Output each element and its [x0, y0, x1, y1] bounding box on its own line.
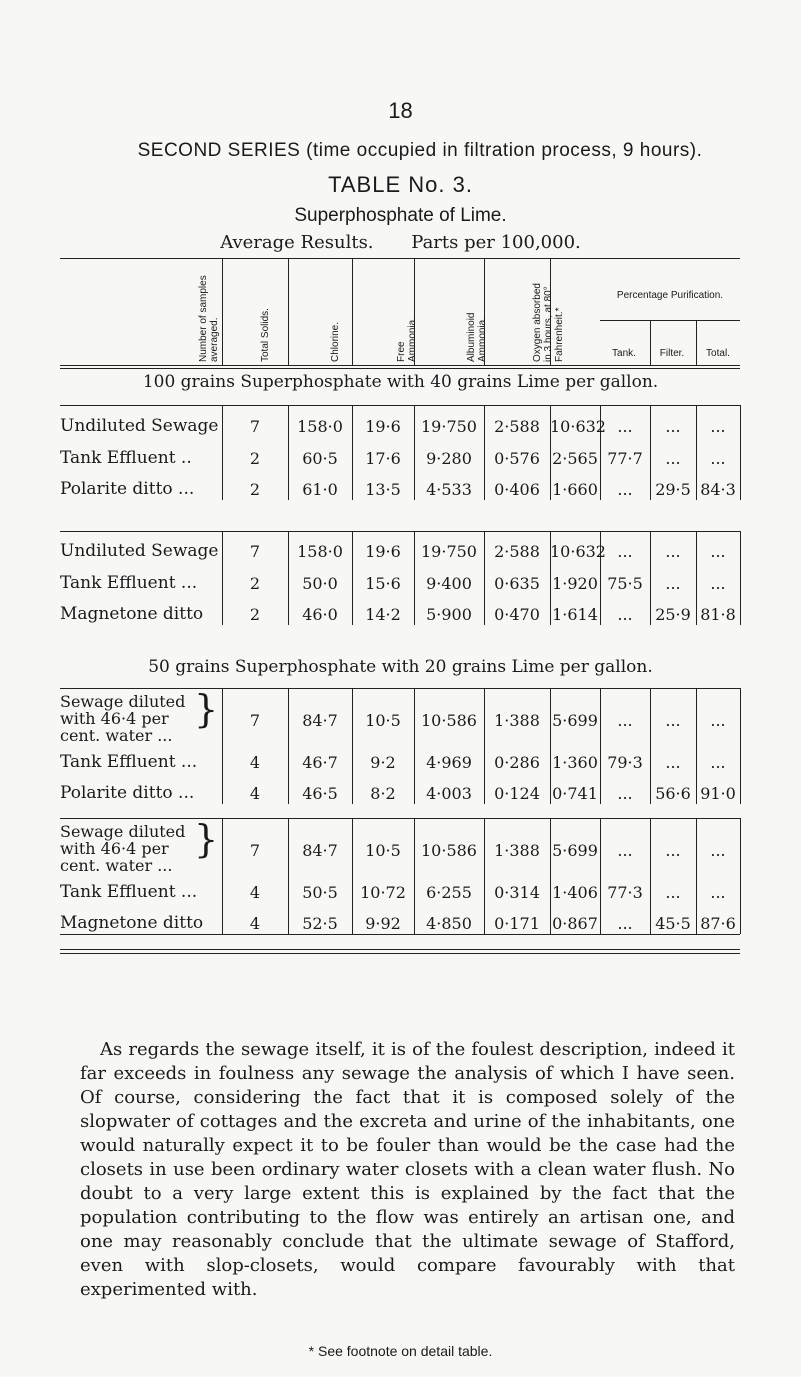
table-cell: ...: [617, 542, 633, 561]
section-title: 50 grains Superphosphate with 20 grains Lime per gallon.: [148, 657, 653, 677]
row-label: Tank Effluent ..: [60, 448, 192, 468]
table-cell: 4·003: [426, 784, 472, 803]
table-cell: 50·0: [302, 574, 338, 593]
table-cell: ...: [617, 711, 633, 730]
header-percentage: Percentage Purification.: [616, 290, 724, 301]
table-cell: 4·533: [426, 480, 472, 499]
table-cell: 4: [249, 753, 261, 772]
header-samples: Number of samples averaged.: [198, 275, 220, 362]
footnote: * See footnote on detail table.: [308, 1343, 493, 1359]
table-cell: ...: [710, 711, 726, 730]
table-cell: 87·6: [700, 914, 736, 933]
table-cell: 77·7: [607, 449, 643, 468]
group-top-rule: [60, 818, 740, 819]
row-label: Tank Effluent ...: [60, 573, 198, 593]
section-title: 100 grains Superphosphate with 40 grains Lime per gallon.: [142, 372, 659, 392]
table-cell: 14·2: [365, 605, 401, 624]
table-cell: 1·660: [552, 480, 598, 499]
group-bottom-rule: [60, 934, 740, 935]
table-cell: ...: [710, 417, 726, 436]
table-cell: 17·6: [365, 449, 401, 468]
row-label: Sewage diluted with 46·4 per cent. water ...: [60, 692, 186, 745]
table-cell: 1·388: [494, 841, 540, 860]
table-cell: ...: [710, 883, 726, 902]
table-cell: 2·588: [494, 542, 540, 561]
header-bottom-rule-2: [60, 368, 740, 369]
commentary-paragraph: [80, 1038, 735, 1302]
table-cell: ...: [710, 753, 726, 772]
table-cell: ...: [665, 417, 681, 436]
row-label: Magnetone ditto: [60, 913, 204, 933]
table-cell: ...: [710, 542, 726, 561]
table-cell: 60·5: [302, 449, 338, 468]
table-cell: ...: [710, 449, 726, 468]
header-filter: Filter.: [659, 348, 685, 359]
row-label: Polarite ditto ...: [60, 783, 195, 803]
table-cell: 1·406: [552, 883, 598, 902]
table-cell: 29·5: [655, 480, 691, 499]
table-number: TABLE No. 3.: [328, 172, 473, 197]
table-cell: 0·314: [494, 883, 540, 902]
header-chlorine: Chlorine.: [330, 321, 341, 362]
table-cell: 19·750: [421, 417, 477, 436]
header-column-rule: [222, 258, 223, 365]
table-cell: 75·5: [607, 574, 643, 593]
table-cell: 0·406: [494, 480, 540, 499]
table-cell: 2: [249, 449, 261, 468]
table-bottom-rule: [60, 949, 740, 950]
header-column-rule: [288, 258, 289, 365]
table-cell: 2: [249, 605, 261, 624]
table-cell: ...: [617, 914, 633, 933]
table-bottom-rule-2: [60, 953, 740, 954]
brace-symbol: }: [194, 687, 219, 731]
table-cell: 10·632: [550, 417, 606, 436]
table-cell: 158·0: [297, 542, 343, 561]
series-title: SECOND SERIES (time occupied in filtration process, 9 hours).: [137, 140, 703, 161]
table-cell: ...: [617, 605, 633, 624]
table-cell: 46·5: [302, 784, 338, 803]
header-oxygen-absorbed: Oxygen absorbed in 3 hours, at 80° Fahrenheit.*: [532, 283, 565, 362]
header-total-solids: Total Solids.: [260, 308, 271, 362]
table-cell: 4: [249, 784, 261, 803]
page-number: 18: [388, 98, 413, 123]
table-cell: 10·5: [365, 711, 401, 730]
table-cell: 10·5: [365, 841, 401, 860]
table-cell: ...: [617, 841, 633, 860]
table-cell: ...: [710, 574, 726, 593]
table-cell: 46·7: [302, 753, 338, 772]
table-cell: 1·360: [552, 753, 598, 772]
table-cell: 25·9: [655, 605, 691, 624]
table-cell: 0·470: [494, 605, 540, 624]
table-cell: ...: [665, 841, 681, 860]
column-rule: [740, 531, 741, 625]
table-cell: 2·588: [494, 417, 540, 436]
table-cell: 10·586: [421, 711, 477, 730]
table-cell: 4·850: [426, 914, 472, 933]
column-rule: [740, 688, 741, 804]
table-cell: ...: [710, 841, 726, 860]
table-cell: 10·586: [421, 841, 477, 860]
table-cell: 13·5: [365, 480, 401, 499]
table-cell: 8·2: [370, 784, 396, 803]
table-cell: 1·388: [494, 711, 540, 730]
brace-symbol: }: [194, 817, 219, 861]
table-cell: 0·124: [494, 784, 540, 803]
table-cell: 84·7: [302, 841, 338, 860]
row-label: Magnetone ditto: [60, 604, 204, 624]
table-cell: 0·635: [494, 574, 540, 593]
row-label: Tank Effluent ...: [60, 882, 198, 902]
table-cell: 1·614: [552, 605, 598, 624]
table-cell: ...: [617, 417, 633, 436]
table-cell: 7: [249, 417, 261, 436]
table-cell: 52·5: [302, 914, 338, 933]
group-top-rule: [60, 688, 740, 689]
table-cell: ...: [665, 542, 681, 561]
group-top-rule: [60, 405, 740, 406]
table-cell: 50·5: [302, 883, 338, 902]
table-cell: 79·3: [607, 753, 643, 772]
table-cell: ...: [665, 711, 681, 730]
table-cell: 9·280: [426, 449, 472, 468]
group-top-rule: [60, 531, 740, 532]
table-cell: 61·0: [302, 480, 338, 499]
average-results: Average Results.: [220, 232, 374, 253]
table-cell: 81·8: [700, 605, 736, 624]
table-cell: 84·7: [302, 711, 338, 730]
row-label: Tank Effluent ...: [60, 752, 198, 772]
table-cell: 0·171: [494, 914, 540, 933]
table-cell: 15·6: [365, 574, 401, 593]
header-tank: Tank.: [612, 348, 636, 359]
row-label: Undiluted Sewage: [60, 416, 219, 436]
table-cell: 6·255: [426, 883, 472, 902]
table-cell: 158·0: [297, 417, 343, 436]
paragraph-text: As regards the sewage itself, it is of the foulest description, indeed it far exceeds in foulness any sewage the analysis of which I have seen. Of course, considering the fact that it is composed solely of the slopwater of cottages and the excreta and urine of the inhabitants, one would naturally expect it to be fouler than would be the case had the closets in use been ordinary water closets with a clean water flush. No doubt to a very large extent this is explained by the fact that the population contributing to the flow was entirely an artisan one, and one may reasonably conclude that the ultimate sewage of Stafford, even with slop-closets, would compare favourably with that experimented with.: [80, 1039, 735, 1300]
table-cell: 0·576: [494, 449, 540, 468]
table-cell: 1·920: [552, 574, 598, 593]
table-cell: 9·92: [365, 914, 401, 933]
table-cell: 7: [249, 841, 261, 860]
table-cell: 5·699: [552, 841, 598, 860]
parts-per: Parts per 100,000.: [411, 232, 581, 253]
table-cell: 5·900: [426, 605, 472, 624]
table-cell: ...: [665, 449, 681, 468]
row-label: Undiluted Sewage: [60, 541, 219, 561]
table-cell: 10·72: [360, 883, 406, 902]
table-cell: ...: [665, 883, 681, 902]
table-cell: 91·0: [700, 784, 736, 803]
table-cell: 9·400: [426, 574, 472, 593]
header-free-ammonia: Free Ammonia.: [396, 316, 418, 362]
header-albuminoid-ammonia: Albuminoid Ammonia.: [466, 312, 488, 362]
header-bottom-rule: [60, 365, 740, 366]
header-column-rule: [352, 258, 353, 365]
table-cell: 9·2: [370, 753, 396, 772]
table-cell: 77·3: [607, 883, 643, 902]
table-cell: ...: [617, 480, 633, 499]
table-cell: 5·699: [552, 711, 598, 730]
table-cell: 84·3: [700, 480, 736, 499]
table-cell: ...: [665, 574, 681, 593]
percentage-subrule: [600, 320, 740, 321]
table-cell: 4: [249, 883, 261, 902]
table-cell: 2: [249, 574, 261, 593]
table-cell: 46·0: [302, 605, 338, 624]
table-cell: 19·750: [421, 542, 477, 561]
row-label: Sewage diluted with 46·4 per cent. water ...: [60, 822, 186, 875]
column-rule: [740, 405, 741, 500]
table-cell: 0·741: [552, 784, 598, 803]
header-total: Total.: [706, 348, 730, 359]
table-cell: 4: [249, 914, 261, 933]
table-cell: 7: [249, 711, 261, 730]
table-cell: 4·969: [426, 753, 472, 772]
table-cell: 56·6: [655, 784, 691, 803]
average-line: [0, 232, 801, 253]
table-cell: 0·286: [494, 753, 540, 772]
table-cell: 2: [249, 480, 261, 499]
table-cell: 10·632: [550, 542, 606, 561]
table-cell: 7: [249, 542, 261, 561]
table-cell: 19·6: [365, 542, 401, 561]
table-cell: 0·867: [552, 914, 598, 933]
table-subtitle: Superphosphate of Lime.: [294, 205, 507, 226]
table-cell: ...: [665, 753, 681, 772]
header-top-rule: [60, 258, 740, 259]
table-cell: 45·5: [655, 914, 691, 933]
column-rule: [740, 818, 741, 934]
row-label: Polarite ditto ...: [60, 479, 195, 499]
table-cell: 2·565: [552, 449, 598, 468]
table-cell: ...: [617, 784, 633, 803]
table-cell: 19·6: [365, 417, 401, 436]
